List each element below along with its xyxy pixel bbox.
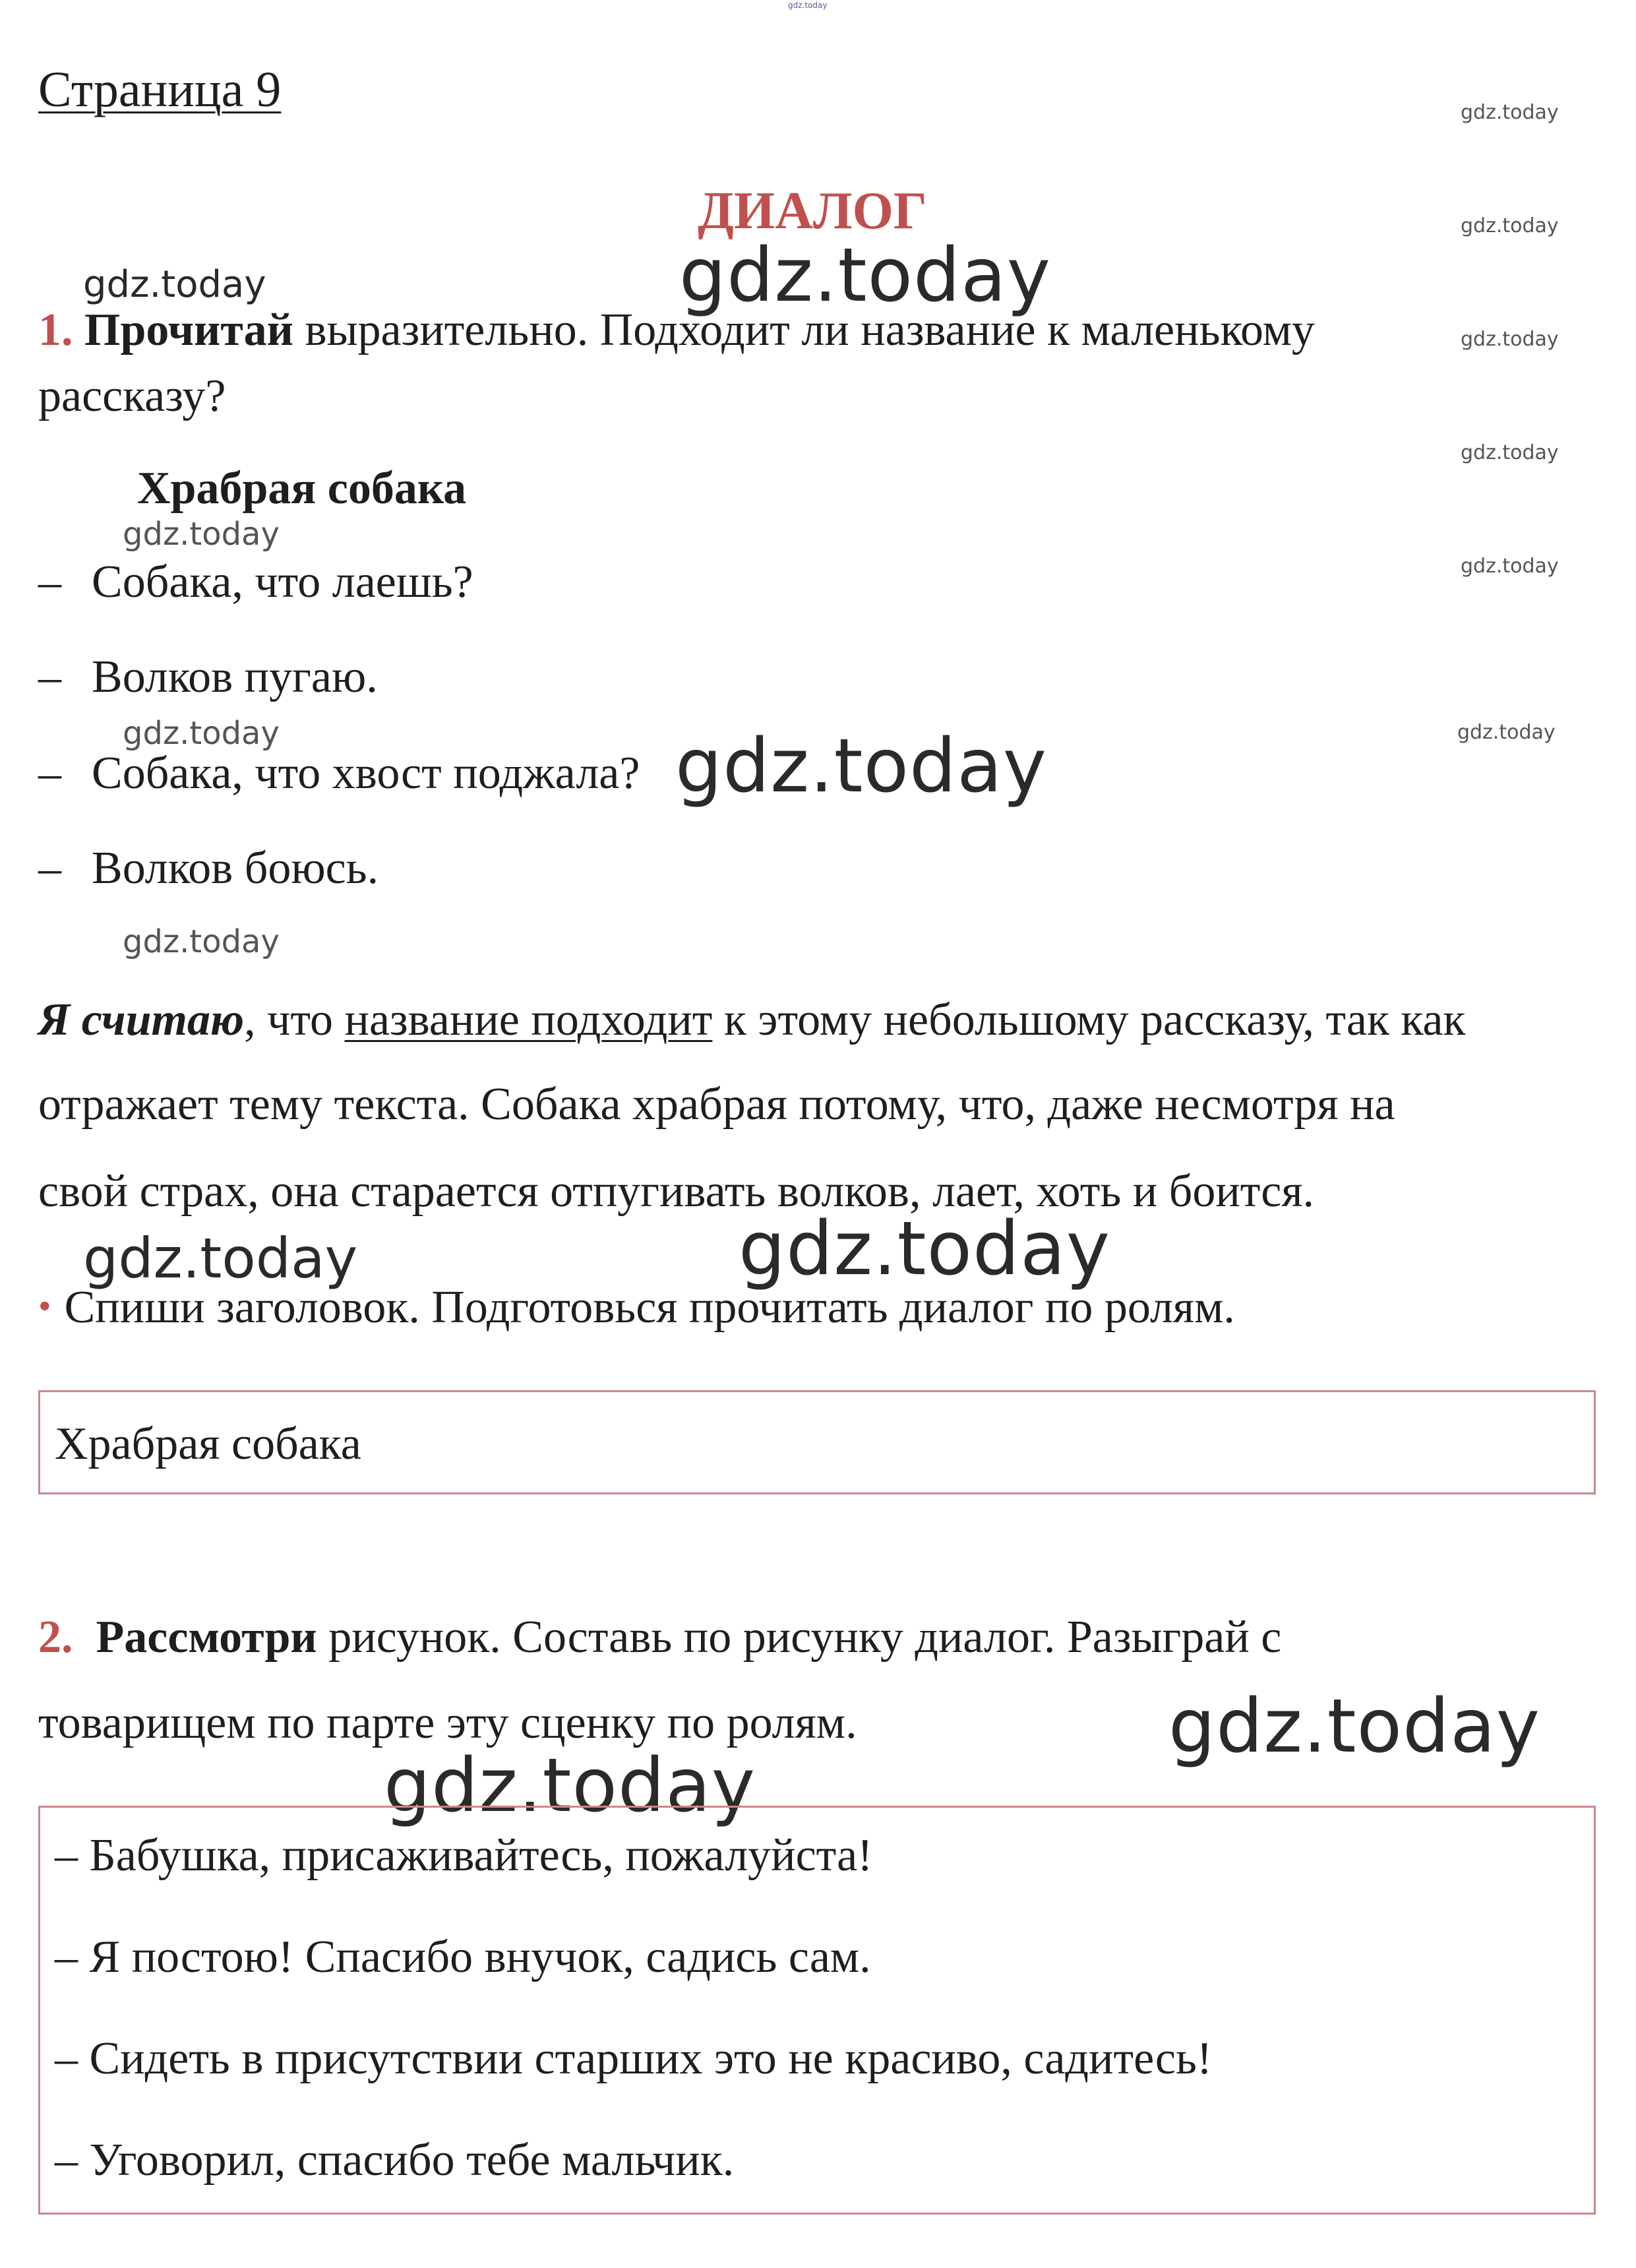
story-dialog-text-3: Собака, что хвост поджала? bbox=[92, 748, 640, 799]
section-title: ДИАЛОГ bbox=[698, 182, 927, 240]
task2-line2: товарищем по парте эту сценку по ролям. bbox=[38, 1698, 857, 1748]
dash: – bbox=[38, 748, 61, 799]
task2-verb: Рассмотри bbox=[96, 1612, 317, 1663]
watermark-large-2: gdz.today bbox=[675, 723, 1048, 809]
story-dialog-line-1 bbox=[38, 559, 473, 605]
dash: – bbox=[38, 652, 61, 702]
watermark-left-3: gdz.today bbox=[123, 715, 280, 752]
task2-dialog-line-4: – Уговорил, спасибо тебе мальчик. bbox=[55, 2135, 735, 2186]
task1-number: 1. bbox=[38, 305, 73, 355]
task1-verb: Прочитай bbox=[84, 305, 293, 355]
answer-line1-rest: к этому небольшому рассказу, так как bbox=[712, 995, 1466, 1045]
task1-line2: рассказу? bbox=[38, 371, 226, 421]
answer-line-3: свой страх, она старается отпугивать волков, лает, хоть и боится. bbox=[38, 1166, 1315, 1217]
story-dialog-line-4 bbox=[38, 845, 379, 892]
watermark-right-5: gdz.today bbox=[1461, 555, 1559, 578]
answer-after-lead: , что bbox=[244, 995, 345, 1045]
watermark-large-1: gdz.today bbox=[679, 233, 1052, 319]
watermark-right-4: gdz.today bbox=[1461, 441, 1559, 464]
task1-line1 bbox=[38, 307, 1315, 353]
watermark-top: gdz.today bbox=[788, 1, 828, 10]
story-dialog-line-2 bbox=[38, 654, 378, 700]
watermark-left-1: gdz.today bbox=[83, 263, 266, 306]
watermark-large-3: gdz.today bbox=[739, 1206, 1111, 1292]
task2-dialog-line-2: – Я постою! Спасибо внучок, садись сам. bbox=[55, 1932, 871, 1982]
answer-line-1 bbox=[38, 997, 1466, 1043]
story-title: Храбрая собака bbox=[137, 463, 467, 514]
subtask-line bbox=[38, 1282, 1235, 1333]
task2-dialog-line-3: – Сидеть в присутствии старших это не красиво, садитесь! bbox=[55, 2033, 1213, 2084]
answer-box-title bbox=[38, 1390, 1596, 1494]
task2-line1-rest: рисунок. Составь по рисунку диалог. Разыграй с bbox=[317, 1612, 1282, 1663]
answer-box-dialog bbox=[38, 1806, 1596, 2215]
watermark-right-6: gdz.today bbox=[1457, 721, 1556, 744]
story-dialog-text-2: Волков пугаю. bbox=[92, 652, 378, 702]
bullet-icon: • bbox=[38, 1286, 51, 1327]
task1-line1-rest: выразительно. Подходит ли название к маленькому bbox=[293, 305, 1315, 355]
dash: – bbox=[38, 843, 61, 894]
watermark-large-5: gdz.today bbox=[384, 1743, 756, 1829]
story-dialog-text-1: Собака, что лаешь? bbox=[92, 557, 473, 607]
watermark-left-5: gdz.today bbox=[83, 1226, 358, 1291]
answer-lead: Я считаю bbox=[38, 995, 245, 1045]
story-dialog-text-4: Волков боюсь. bbox=[92, 843, 379, 894]
watermark-right-1: gdz.today bbox=[1461, 101, 1559, 124]
watermark-right-2: gdz.today bbox=[1461, 214, 1559, 237]
subtask-text: Спиши заголовок. Подготовься прочитать диалог по ролям. bbox=[64, 1282, 1235, 1333]
task2-number: 2. bbox=[38, 1612, 73, 1663]
answer-underlined: название подходит bbox=[344, 995, 713, 1045]
page-title: Страница 9 bbox=[38, 62, 282, 117]
story-dialog-line-3 bbox=[38, 748, 640, 799]
answer-box-text: Храбрая собака bbox=[55, 1419, 361, 1469]
watermark-large-4: gdz.today bbox=[1168, 1684, 1541, 1769]
watermark-left-2: gdz.today bbox=[123, 516, 280, 553]
answer-line-2: отражает тему текста. Собака храбрая потому, что, даже несмотря на bbox=[38, 1079, 1395, 1130]
watermark-right-3: gdz.today bbox=[1461, 328, 1559, 351]
task2-line1 bbox=[38, 1614, 1281, 1661]
watermark-left-4: gdz.today bbox=[123, 923, 280, 960]
task2-dialog-line-1: – Бабушка, присаживайтесь, пожалуйста! bbox=[55, 1830, 873, 1881]
dash: – bbox=[38, 557, 61, 607]
